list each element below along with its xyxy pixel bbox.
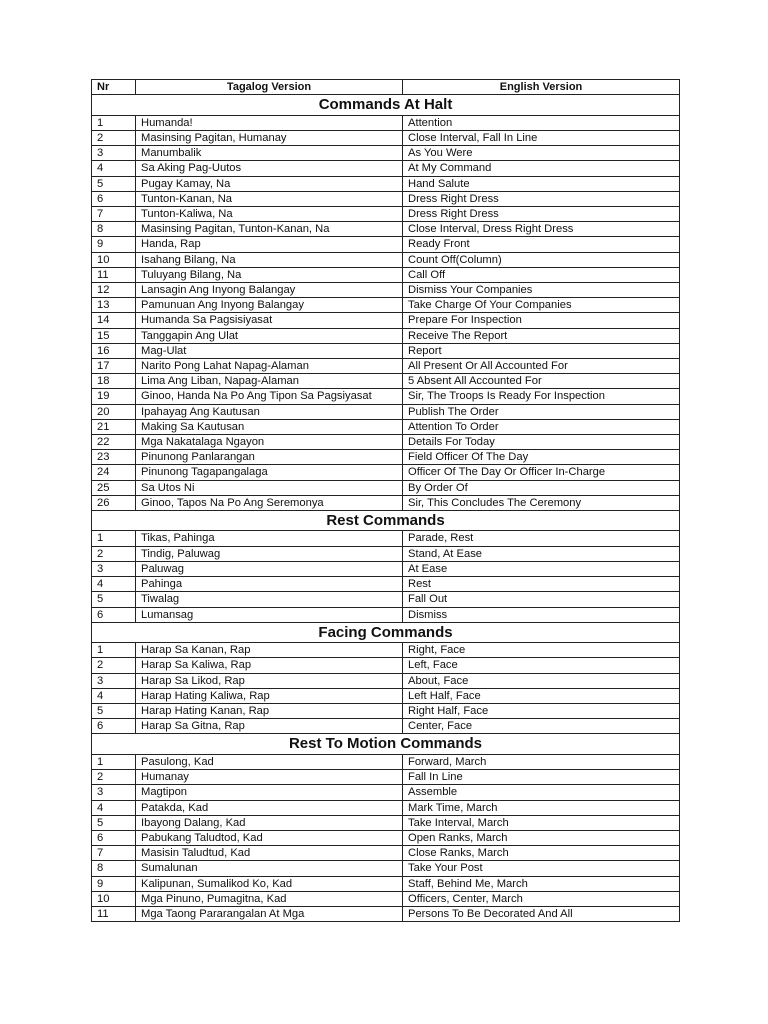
table-body (92, 95, 680, 922)
cell-english: Close Interval, Fall In Line (403, 130, 680, 145)
cell-nr: 18 (92, 374, 136, 389)
cell-tagalog: Tunton-Kanan, Na (136, 191, 403, 206)
cell-nr: 4 (92, 688, 136, 703)
table-row (92, 673, 680, 688)
cell-tagalog: Pamunuan Ang Inyong Balangay (136, 298, 403, 313)
cell-english: Sir, This Concludes The Ceremony (403, 495, 680, 510)
table-row (92, 282, 680, 297)
cell-tagalog: Humanda Sa Pagsisiyasat (136, 313, 403, 328)
table-row (92, 404, 680, 419)
cell-tagalog: Lansagin Ang Inyong Balangay (136, 282, 403, 297)
cell-nr: 5 (92, 815, 136, 830)
cell-tagalog: Ginoo, Tapos Na Po Ang Seremonya (136, 495, 403, 510)
table-row (92, 343, 680, 358)
cell-tagalog: Humanay (136, 770, 403, 785)
cell-tagalog: Patakda, Kad (136, 800, 403, 815)
cell-nr: 14 (92, 313, 136, 328)
cell-nr: 23 (92, 450, 136, 465)
cell-english: Left, Face (403, 658, 680, 673)
cell-tagalog: Masinsing Pagitan, Tunton-Kanan, Na (136, 222, 403, 237)
cell-english: Details For Today (403, 434, 680, 449)
cell-nr: 6 (92, 719, 136, 734)
cell-english: Dress Right Dress (403, 206, 680, 221)
table-row (92, 607, 680, 622)
cell-english: At My Command (403, 161, 680, 176)
cell-tagalog: Pahinga (136, 577, 403, 592)
table-row (92, 298, 680, 313)
cell-tagalog: Harap Sa Likod, Rap (136, 673, 403, 688)
cell-tagalog: Sumalunan (136, 861, 403, 876)
cell-nr: 10 (92, 252, 136, 267)
table-row (92, 130, 680, 145)
table-row (92, 861, 680, 876)
table-row (92, 465, 680, 480)
table-row (92, 643, 680, 658)
cell-tagalog: Pinunong Panlarangan (136, 450, 403, 465)
cell-nr: 11 (92, 906, 136, 921)
cell-nr: 20 (92, 404, 136, 419)
cell-english: Take Charge Of Your Companies (403, 298, 680, 313)
table-row (92, 206, 680, 221)
cell-english: Mark Time, March (403, 800, 680, 815)
cell-english: Call Off (403, 267, 680, 282)
cell-english: By Order Of (403, 480, 680, 495)
cell-nr: 3 (92, 146, 136, 161)
cell-nr: 16 (92, 343, 136, 358)
cell-english: As You Were (403, 146, 680, 161)
cell-nr: 10 (92, 891, 136, 906)
cell-english: Parade, Rest (403, 531, 680, 546)
cell-english: Officer Of The Day Or Officer In-Charge (403, 465, 680, 480)
section-header-row (92, 622, 680, 643)
table-row (92, 222, 680, 237)
cell-english: Ready Front (403, 237, 680, 252)
cell-tagalog: Tunton-Kaliwa, Na (136, 206, 403, 221)
cell-tagalog: Tindig, Paluwag (136, 546, 403, 561)
cell-english: Assemble (403, 785, 680, 800)
cell-english: Dismiss Your Companies (403, 282, 680, 297)
table-row (92, 495, 680, 510)
cell-english: At Ease (403, 561, 680, 576)
table-row (92, 252, 680, 267)
cell-tagalog: Manumbalik (136, 146, 403, 161)
cell-tagalog: Pabukang Taludtod, Kad (136, 830, 403, 845)
table-row (92, 846, 680, 861)
cell-nr: 9 (92, 237, 136, 252)
cell-english: Persons To Be Decorated And All (403, 906, 680, 921)
cell-nr: 2 (92, 770, 136, 785)
table-row (92, 592, 680, 607)
cell-nr: 12 (92, 282, 136, 297)
table-row (92, 876, 680, 891)
cell-nr: 7 (92, 206, 136, 221)
cell-english: Dress Right Dress (403, 191, 680, 206)
cell-english: Dismiss (403, 607, 680, 622)
table-row (92, 374, 680, 389)
cell-english: 5 Absent All Accounted For (403, 374, 680, 389)
cell-english: Close Interval, Dress Right Dress (403, 222, 680, 237)
cell-english: About, Face (403, 673, 680, 688)
table-row (92, 328, 680, 343)
header-english: English Version (403, 80, 680, 95)
cell-nr: 4 (92, 800, 136, 815)
cell-english: Close Ranks, March (403, 846, 680, 861)
cell-english: Rest (403, 577, 680, 592)
table-row (92, 531, 680, 546)
cell-nr: 15 (92, 328, 136, 343)
cell-nr: 17 (92, 358, 136, 373)
cell-english: Center, Face (403, 719, 680, 734)
cell-tagalog: Making Sa Kautusan (136, 419, 403, 434)
table-row (92, 830, 680, 845)
cell-nr: 3 (92, 673, 136, 688)
cell-tagalog: Tuluyang Bilang, Na (136, 267, 403, 282)
table-row (92, 906, 680, 921)
table-row (92, 176, 680, 191)
cell-english: Attention (403, 115, 680, 130)
header-row (92, 80, 680, 95)
cell-english: Fall Out (403, 592, 680, 607)
cell-english: Sir, The Troops Is Ready For Inspection (403, 389, 680, 404)
cell-english: Attention To Order (403, 419, 680, 434)
table-row (92, 115, 680, 130)
cell-nr: 8 (92, 861, 136, 876)
table-row (92, 313, 680, 328)
cell-nr: 9 (92, 876, 136, 891)
cell-tagalog: Handa, Rap (136, 237, 403, 252)
cell-english: Open Ranks, March (403, 830, 680, 845)
table-row (92, 754, 680, 769)
cell-english: Hand Salute (403, 176, 680, 191)
cell-tagalog: Harap Sa Kanan, Rap (136, 643, 403, 658)
cell-nr: 5 (92, 704, 136, 719)
cell-nr: 2 (92, 658, 136, 673)
cell-english: Staff, Behind Me, March (403, 876, 680, 891)
cell-tagalog: Tiwalag (136, 592, 403, 607)
table-row (92, 146, 680, 161)
cell-nr: 3 (92, 561, 136, 576)
section-header-row (92, 734, 680, 755)
cell-tagalog: Pinunong Tagapangalaga (136, 465, 403, 480)
cell-nr: 19 (92, 389, 136, 404)
cell-nr: 24 (92, 465, 136, 480)
table-row (92, 719, 680, 734)
cell-nr: 4 (92, 577, 136, 592)
header-tagalog: Tagalog Version (136, 80, 403, 95)
cell-nr: 6 (92, 191, 136, 206)
table-row (92, 891, 680, 906)
cell-nr: 6 (92, 830, 136, 845)
section-title: Rest Commands (92, 510, 680, 531)
cell-nr: 2 (92, 130, 136, 145)
cell-english: All Present Or All Accounted For (403, 358, 680, 373)
table-row (92, 658, 680, 673)
cell-tagalog: Kalipunan, Sumalikod Ko, Kad (136, 876, 403, 891)
cell-nr: 7 (92, 846, 136, 861)
cell-tagalog: Ipahayag Ang Kautusan (136, 404, 403, 419)
cell-english: Prepare For Inspection (403, 313, 680, 328)
cell-tagalog: Narito Pong Lahat Napag-Alaman (136, 358, 403, 373)
table-row (92, 546, 680, 561)
cell-nr: 6 (92, 607, 136, 622)
cell-english: Field Officer Of The Day (403, 450, 680, 465)
cell-english: Right Half, Face (403, 704, 680, 719)
cell-nr: 5 (92, 176, 136, 191)
table-row (92, 434, 680, 449)
cell-tagalog: Magtipon (136, 785, 403, 800)
cell-nr: 1 (92, 115, 136, 130)
cell-english: Receive The Report (403, 328, 680, 343)
cell-english: Right, Face (403, 643, 680, 658)
cell-nr: 25 (92, 480, 136, 495)
cell-english: Officers, Center, March (403, 891, 680, 906)
cell-english: Take Interval, March (403, 815, 680, 830)
cell-tagalog: Ibayong Dalang, Kad (136, 815, 403, 830)
cell-nr: 22 (92, 434, 136, 449)
cell-tagalog: Sa Aking Pag-Uutos (136, 161, 403, 176)
section-title: Facing Commands (92, 622, 680, 643)
cell-tagalog: Pugay Kamay, Na (136, 176, 403, 191)
cell-nr: 1 (92, 531, 136, 546)
cell-nr: 4 (92, 161, 136, 176)
cell-tagalog: Harap Sa Gitna, Rap (136, 719, 403, 734)
cell-english: Forward, March (403, 754, 680, 769)
cell-nr: 13 (92, 298, 136, 313)
cell-tagalog: Paluwag (136, 561, 403, 576)
cell-tagalog: Pasulong, Kad (136, 754, 403, 769)
cell-tagalog: Mga Taong Pararangalan At Mga (136, 906, 403, 921)
table-row (92, 770, 680, 785)
table-row (92, 161, 680, 176)
cell-tagalog: Harap Sa Kaliwa, Rap (136, 658, 403, 673)
cell-english: Take Your Post (403, 861, 680, 876)
section-header-row (92, 510, 680, 531)
cell-nr: 2 (92, 546, 136, 561)
cell-nr: 21 (92, 419, 136, 434)
cell-tagalog: Ginoo, Handa Na Po Ang Tipon Sa Pagsiyasat (136, 389, 403, 404)
table-row (92, 358, 680, 373)
cell-english: Report (403, 343, 680, 358)
cell-english: Left Half, Face (403, 688, 680, 703)
cell-nr: 8 (92, 222, 136, 237)
table-row (92, 800, 680, 815)
cell-tagalog: Humanda! (136, 115, 403, 130)
table-row (92, 480, 680, 495)
section-title: Commands At Halt (92, 95, 680, 116)
cell-tagalog: Lima Ang Liban, Napag-Alaman (136, 374, 403, 389)
cell-english: Publish The Order (403, 404, 680, 419)
cell-tagalog: Tanggapin Ang Ulat (136, 328, 403, 343)
cell-tagalog: Masinsing Pagitan, Humanay (136, 130, 403, 145)
table-row (92, 688, 680, 703)
cell-tagalog: Harap Hating Kaliwa, Rap (136, 688, 403, 703)
table-row (92, 450, 680, 465)
cell-tagalog: Isahang Bilang, Na (136, 252, 403, 267)
table-row (92, 419, 680, 434)
table-row (92, 704, 680, 719)
cell-nr: 1 (92, 643, 136, 658)
section-title: Rest To Motion Commands (92, 734, 680, 755)
cell-tagalog: Harap Hating Kanan, Rap (136, 704, 403, 719)
cell-english: Fall In Line (403, 770, 680, 785)
table-row (92, 267, 680, 282)
cell-tagalog: Mga Pinuno, Pumagitna, Kad (136, 891, 403, 906)
cell-tagalog: Tikas, Pahinga (136, 531, 403, 546)
table-row (92, 389, 680, 404)
cell-nr: 11 (92, 267, 136, 282)
header-nr: Nr (92, 80, 136, 95)
cell-english: Count Off(Column) (403, 252, 680, 267)
cell-tagalog: Mag-Ulat (136, 343, 403, 358)
cell-nr: 5 (92, 592, 136, 607)
table-row (92, 191, 680, 206)
table-row (92, 561, 680, 576)
section-header-row (92, 95, 680, 116)
cell-nr: 1 (92, 754, 136, 769)
cell-tagalog: Mga Nakatalaga Ngayon (136, 434, 403, 449)
table-row (92, 815, 680, 830)
table-row (92, 237, 680, 252)
commands-table (91, 79, 680, 922)
cell-nr: 3 (92, 785, 136, 800)
table-row (92, 577, 680, 592)
cell-english: Stand, At Ease (403, 546, 680, 561)
cell-tagalog: Masisin Taludtud, Kad (136, 846, 403, 861)
cell-tagalog: Sa Utos Ni (136, 480, 403, 495)
cell-tagalog: Lumansag (136, 607, 403, 622)
table-row (92, 785, 680, 800)
cell-nr: 26 (92, 495, 136, 510)
